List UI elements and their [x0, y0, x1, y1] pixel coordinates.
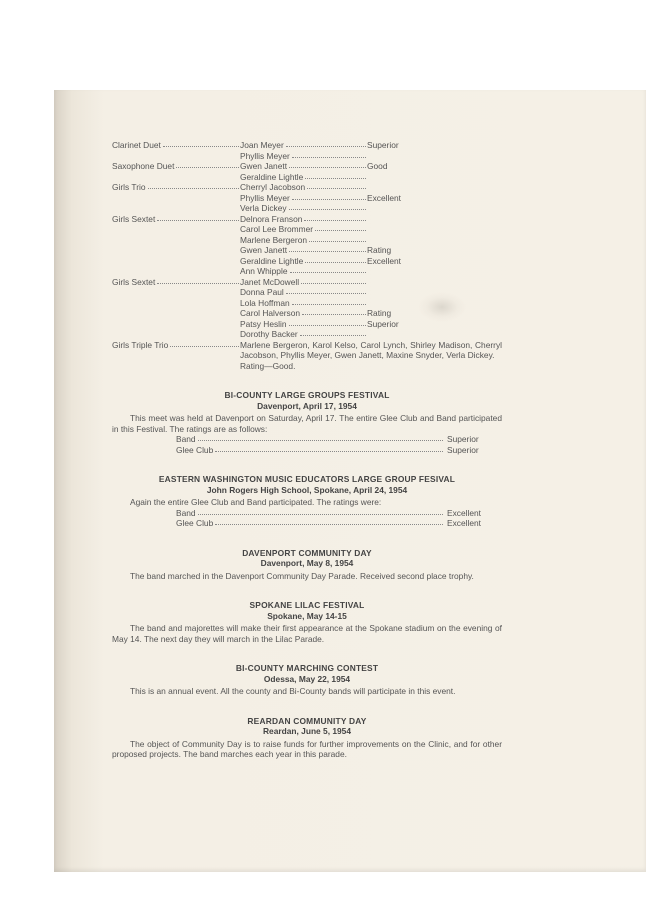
- triple-trio-rating: Rating—Good.: [240, 360, 296, 371]
- leader-dots: [292, 193, 366, 200]
- event-section: [112, 548, 502, 582]
- group-rating: Superior: [447, 434, 479, 444]
- group-label: Glee Club: [176, 518, 214, 528]
- member-name: Marlene Bergeron: [240, 234, 308, 245]
- leader-dots: [157, 214, 239, 221]
- group-rating-row: [112, 434, 502, 445]
- member-name: Gwen Janett: [240, 245, 288, 255]
- member-name: Patsy Heslin: [240, 318, 287, 329]
- event-section: [112, 600, 502, 644]
- leader-dots: [315, 224, 366, 231]
- triple-trio-entry: [112, 340, 502, 372]
- member-name: Verla Dickey: [240, 203, 287, 213]
- member-name: Phyllis Meyer: [240, 192, 290, 203]
- section-title: EASTERN WASHINGTON MUSIC EDUCATORS LARGE GROUP FESIVAL: [158, 474, 456, 484]
- group-label: Band: [176, 507, 196, 518]
- leader-dots: [305, 172, 366, 179]
- section-title: SPOKANE LILAC FESTIVAL: [249, 600, 365, 610]
- result-row: [112, 256, 502, 267]
- rating-value: Rating: [367, 308, 392, 318]
- leader-dots: [292, 298, 366, 305]
- leader-dots: [290, 266, 367, 273]
- member-name: Lola Hoffman: [240, 297, 290, 308]
- result-row: [112, 308, 502, 319]
- leader-dots: [292, 151, 366, 158]
- event-section: [112, 663, 502, 697]
- section-body: The object of Community Day is to raise funds for further improvements on the Clinic, and for other proposed projects. The band marches each year in this parade.: [112, 738, 502, 759]
- group-label: Band: [176, 434, 196, 444]
- member-name: Geraldine Lightle: [240, 171, 304, 182]
- leader-dots: [215, 518, 443, 525]
- event-label: Girls Sextet: [112, 276, 156, 287]
- group-label: Glee Club: [176, 444, 214, 455]
- event-section: [112, 390, 502, 455]
- result-row: [112, 319, 502, 330]
- result-row: [112, 151, 502, 162]
- section-body: Again the entire Glee Club and Band participated. The ratings were:: [130, 497, 382, 507]
- section-subtitle: Odessa, May 22, 1954: [263, 673, 351, 684]
- rating-value: Excellent: [367, 255, 401, 266]
- leader-dots: [289, 319, 366, 326]
- leader-dots: [302, 308, 366, 315]
- leader-dots: [300, 329, 366, 336]
- sections-list: [112, 390, 502, 760]
- leader-dots: [289, 161, 366, 168]
- result-row: [112, 329, 502, 340]
- result-row: [112, 266, 502, 277]
- member-name: Donna Paul: [240, 287, 284, 297]
- leader-dots: [309, 235, 366, 242]
- page-content: [112, 140, 502, 760]
- leader-dots: [176, 161, 239, 168]
- member-name: Phyllis Meyer: [240, 150, 290, 161]
- section-title: REARDAN COMMUNITY DAY: [247, 715, 367, 726]
- result-row: [112, 224, 502, 235]
- member-name: Carol Halverson: [240, 308, 301, 318]
- member-name: Joan Meyer: [240, 140, 284, 150]
- leader-dots: [198, 434, 443, 441]
- leader-dots: [198, 508, 443, 515]
- result-row: [112, 214, 502, 225]
- result-row: [112, 298, 502, 309]
- member-name: Janet McDowell: [240, 276, 300, 287]
- section-subtitle: John Rogers High School, Spokane, April 24, 1954: [206, 484, 408, 495]
- group-rating: Superior: [447, 444, 479, 455]
- result-row: [112, 235, 502, 246]
- leader-dots: [286, 287, 366, 294]
- leader-dots: [304, 214, 366, 221]
- event-section: [112, 474, 502, 529]
- section-subtitle: Reardan, June 5, 1954: [263, 726, 351, 736]
- section-subtitle: Davenport, April 17, 1954: [257, 400, 357, 411]
- member-name: Geraldine Lightle: [240, 255, 304, 266]
- rating-value: Excellent: [367, 192, 401, 203]
- leader-dots: [289, 245, 366, 252]
- triple-trio-members: Marlene Bergeron, Karol Kelso, Carol Lynch, Shirley Madison, Cherryl Jacobson, Phyllis Meyer, Gwen Janett, Maxine Snyder, Verla Dickey.: [240, 339, 502, 360]
- leader-dots: [215, 445, 443, 452]
- rating-value: Good: [367, 161, 388, 171]
- result-row: [112, 182, 502, 193]
- section-subtitle: Spokane, May 14-15: [267, 610, 347, 621]
- section-body: The band and majorettes will make their first appearance at the Spokane stadium on the evening of May 14. The next day they will march in the Lilac Parade.: [112, 623, 502, 644]
- result-row: [112, 172, 502, 183]
- member-name: Ann Whipple: [240, 266, 288, 276]
- results-list: [112, 140, 502, 340]
- section-subtitle: Davenport, May 8, 1954: [260, 558, 354, 568]
- member-name: Gwen Janett: [240, 161, 288, 171]
- leader-dots: [157, 277, 239, 284]
- event-section: [112, 716, 502, 760]
- group-rating: Excellent: [447, 507, 481, 518]
- member-name: Carol Lee Brommer: [240, 224, 314, 234]
- result-row: [112, 287, 502, 298]
- result-row: [112, 161, 502, 172]
- rating-value: Superior: [367, 318, 399, 329]
- member-name: Dorothy Backer: [240, 329, 298, 339]
- leader-dots: [286, 140, 366, 147]
- leader-dots: [163, 140, 239, 147]
- event-label: Saxophone Duet: [112, 161, 175, 171]
- member-name: Delnora Franson: [240, 213, 303, 224]
- result-row: [112, 245, 502, 256]
- section-title: DAVENPORT COMMUNITY DAY: [242, 547, 372, 558]
- leader-dots: [289, 203, 366, 210]
- result-row: [112, 203, 502, 214]
- section-body: This meet was held at Davenport on Saturday, April 17. The entire Glee Club and Band participated in this Festival. The ratings are as follows:: [112, 413, 502, 434]
- leader-dots: [170, 340, 239, 347]
- leader-dots: [305, 256, 366, 263]
- rating-value: Rating: [367, 245, 392, 255]
- leader-dots: [148, 182, 240, 189]
- result-row: [112, 277, 502, 288]
- result-row: [112, 193, 502, 204]
- event-label: Girls Triple Trio: [112, 339, 169, 350]
- event-label: Girls Trio: [112, 182, 146, 192]
- group-rating: Excellent: [447, 518, 481, 528]
- section-title: BI-COUNTY MARCHING CONTEST: [235, 663, 379, 673]
- rating-value: Superior: [367, 140, 399, 150]
- section-body: This is an annual event. All the county and Bi-County bands will participate in this event.: [130, 686, 456, 696]
- member-name: Cherryl Jacobson: [240, 182, 306, 192]
- event-label: Clarinet Duet: [112, 140, 161, 150]
- result-row: [112, 140, 502, 151]
- group-rating-row: [112, 518, 502, 529]
- group-rating-row: [112, 508, 502, 519]
- leader-dots: [307, 182, 366, 189]
- section-title: BI-COUNTY LARGE GROUPS FESTIVAL: [224, 390, 390, 400]
- event-label: Girls Sextet: [112, 213, 156, 224]
- section-body: The band marched in the Davenport Community Day Parade. Received second place trophy.: [130, 570, 474, 581]
- group-rating-row: [112, 445, 502, 456]
- leader-dots: [301, 277, 366, 284]
